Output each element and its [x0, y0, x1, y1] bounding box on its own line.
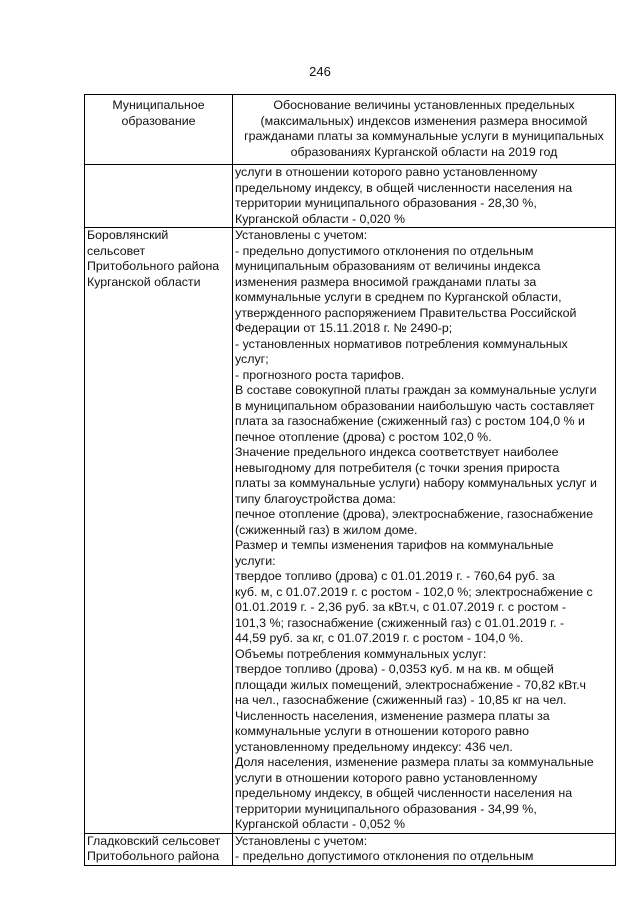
text-line: типу благоустройства дома: [235, 491, 396, 506]
table-row [85, 165, 616, 228]
text-line: 01.01.2019 г. - 2,36 руб. за кВт.ч, с 01.07.2019 г. с ростом - [235, 600, 567, 614]
text-line: печное отопление (дрова), электроснабжение, газоснабжение [235, 507, 594, 521]
text-line: печное отопление (дрова) с ростом 102,0 %. [235, 429, 492, 444]
justification-cell [233, 165, 616, 228]
text-line: Размер и темпы изменения тарифов на коммунальные [235, 538, 554, 552]
municipality-cell: Гладковский сельсовет Притобольного района [85, 833, 233, 865]
text-line: Доля населения, изменение размера платы за коммунальные [235, 755, 594, 769]
text-line: - прогнозного роста тарифов. [235, 367, 405, 382]
text-line: невыгодному для потребителя (с точки зрения прироста [235, 460, 560, 475]
municipality-cell [85, 165, 233, 228]
text-line: услуг; [235, 352, 269, 366]
text-line: плата за газоснабжение (сжиженный газ) с ростом 104,0 % и [235, 414, 585, 428]
text-line: Курганской области - 0,020 % [235, 211, 405, 226]
text-line: утвержденного распоряжением Правительства Российской [235, 305, 577, 320]
justification-table [84, 94, 616, 866]
table-header-row [85, 95, 616, 165]
text-line: территории муниципального образования - 28,30 %, [235, 196, 537, 210]
text-line: Значение предельного индекса соответствует наиболее [235, 445, 559, 459]
text-line: территории муниципального образования - 34,99 %, [235, 801, 537, 816]
text-line: Объемы потребления коммунальных услуг: [235, 646, 487, 661]
text-line: услуги в отношении которого равно установленному [235, 770, 538, 785]
text-line: Численность населения, изменение размера платы за [235, 708, 550, 723]
text-line: на чел., газоснабжение (сжиженный газ) - 10,85 кг на чел. [235, 693, 567, 707]
text-line: муниципальным образованиям от величины индекса [235, 259, 541, 273]
page-number: 246 [309, 64, 331, 79]
text-line: (сжиженный газ) в жилом доме. [235, 522, 418, 537]
text-line: - предельно допустимого отклонения по отдельным [235, 243, 534, 258]
text-line: услуги в отношении которого равно установленному [235, 165, 538, 179]
text-line: Установлены с учетом: [235, 228, 368, 242]
text-line: Федерации от 15.11.2018 г. № 2490-р; [235, 321, 453, 335]
text-line: Установлены с учетом: [235, 833, 368, 848]
header-municipality: Муниципальное образование [85, 95, 233, 165]
text-line: установленному предельному индексу: 436 чел. [235, 739, 513, 754]
text-line: предельному индексу, в общей численности населения на [235, 786, 573, 800]
text-line: куб. м, с 01.07.2019 г. с ростом - 102,0 %; электроснабжение с [235, 584, 593, 599]
text-line: - предельно допустимого отклонения по отдельным [235, 849, 534, 863]
header-justification: Обоснование величины установленных предельных (максимальных) индексов изменения размера вносимой гражданами платы за коммунальные услуги в муниципальных образованиях Курганской области на 2019 год [233, 95, 616, 165]
table-row [85, 228, 616, 834]
municipality-cell: Боровлянский сельсовет Притобольного района Курганской области [85, 228, 233, 834]
text-line: твердое топливо (дрова) с 01.01.2019 г. - 760,64 руб. за [235, 569, 555, 583]
text-line: 101,3 %; газоснабжение (сжиженный газ) с 01.01.2019 г. - [235, 615, 565, 630]
text-line: Курганской области - 0,052 % [235, 817, 405, 831]
text-line: в муниципальном образовании наибольшую часть составляет [235, 398, 595, 413]
text-line: предельному индексу, в общей численности населения на [235, 180, 573, 195]
text-line: В составе совокупной платы граждан за коммунальные услуги [235, 383, 597, 397]
justification-cell [233, 228, 616, 834]
text-line: - установленных нормативов потребления коммунальных [235, 336, 568, 351]
table-row [85, 833, 616, 865]
text-line: услуги: [235, 553, 276, 568]
justification-cell [233, 833, 616, 865]
text-line: твердое топливо (дрова) - 0,0353 куб. м на кв. м общей [235, 662, 554, 676]
text-line: коммунальные услуги в среднем по Курганской области, [235, 290, 562, 304]
text-line: площади жилых помещений, электроснабжение - 70,82 кВт.ч [235, 677, 587, 692]
text-line: изменения размера вносимой гражданами платы за [235, 274, 537, 289]
text-line: 44,59 руб. за кг, с 01.07.2019 г. с ростом - 104,0 %. [235, 631, 524, 645]
text-line: коммунальные услуги в отношении которого равно [235, 724, 529, 738]
text-line: платы за коммунальные услуги) набору коммунальных услуг и [235, 476, 597, 490]
